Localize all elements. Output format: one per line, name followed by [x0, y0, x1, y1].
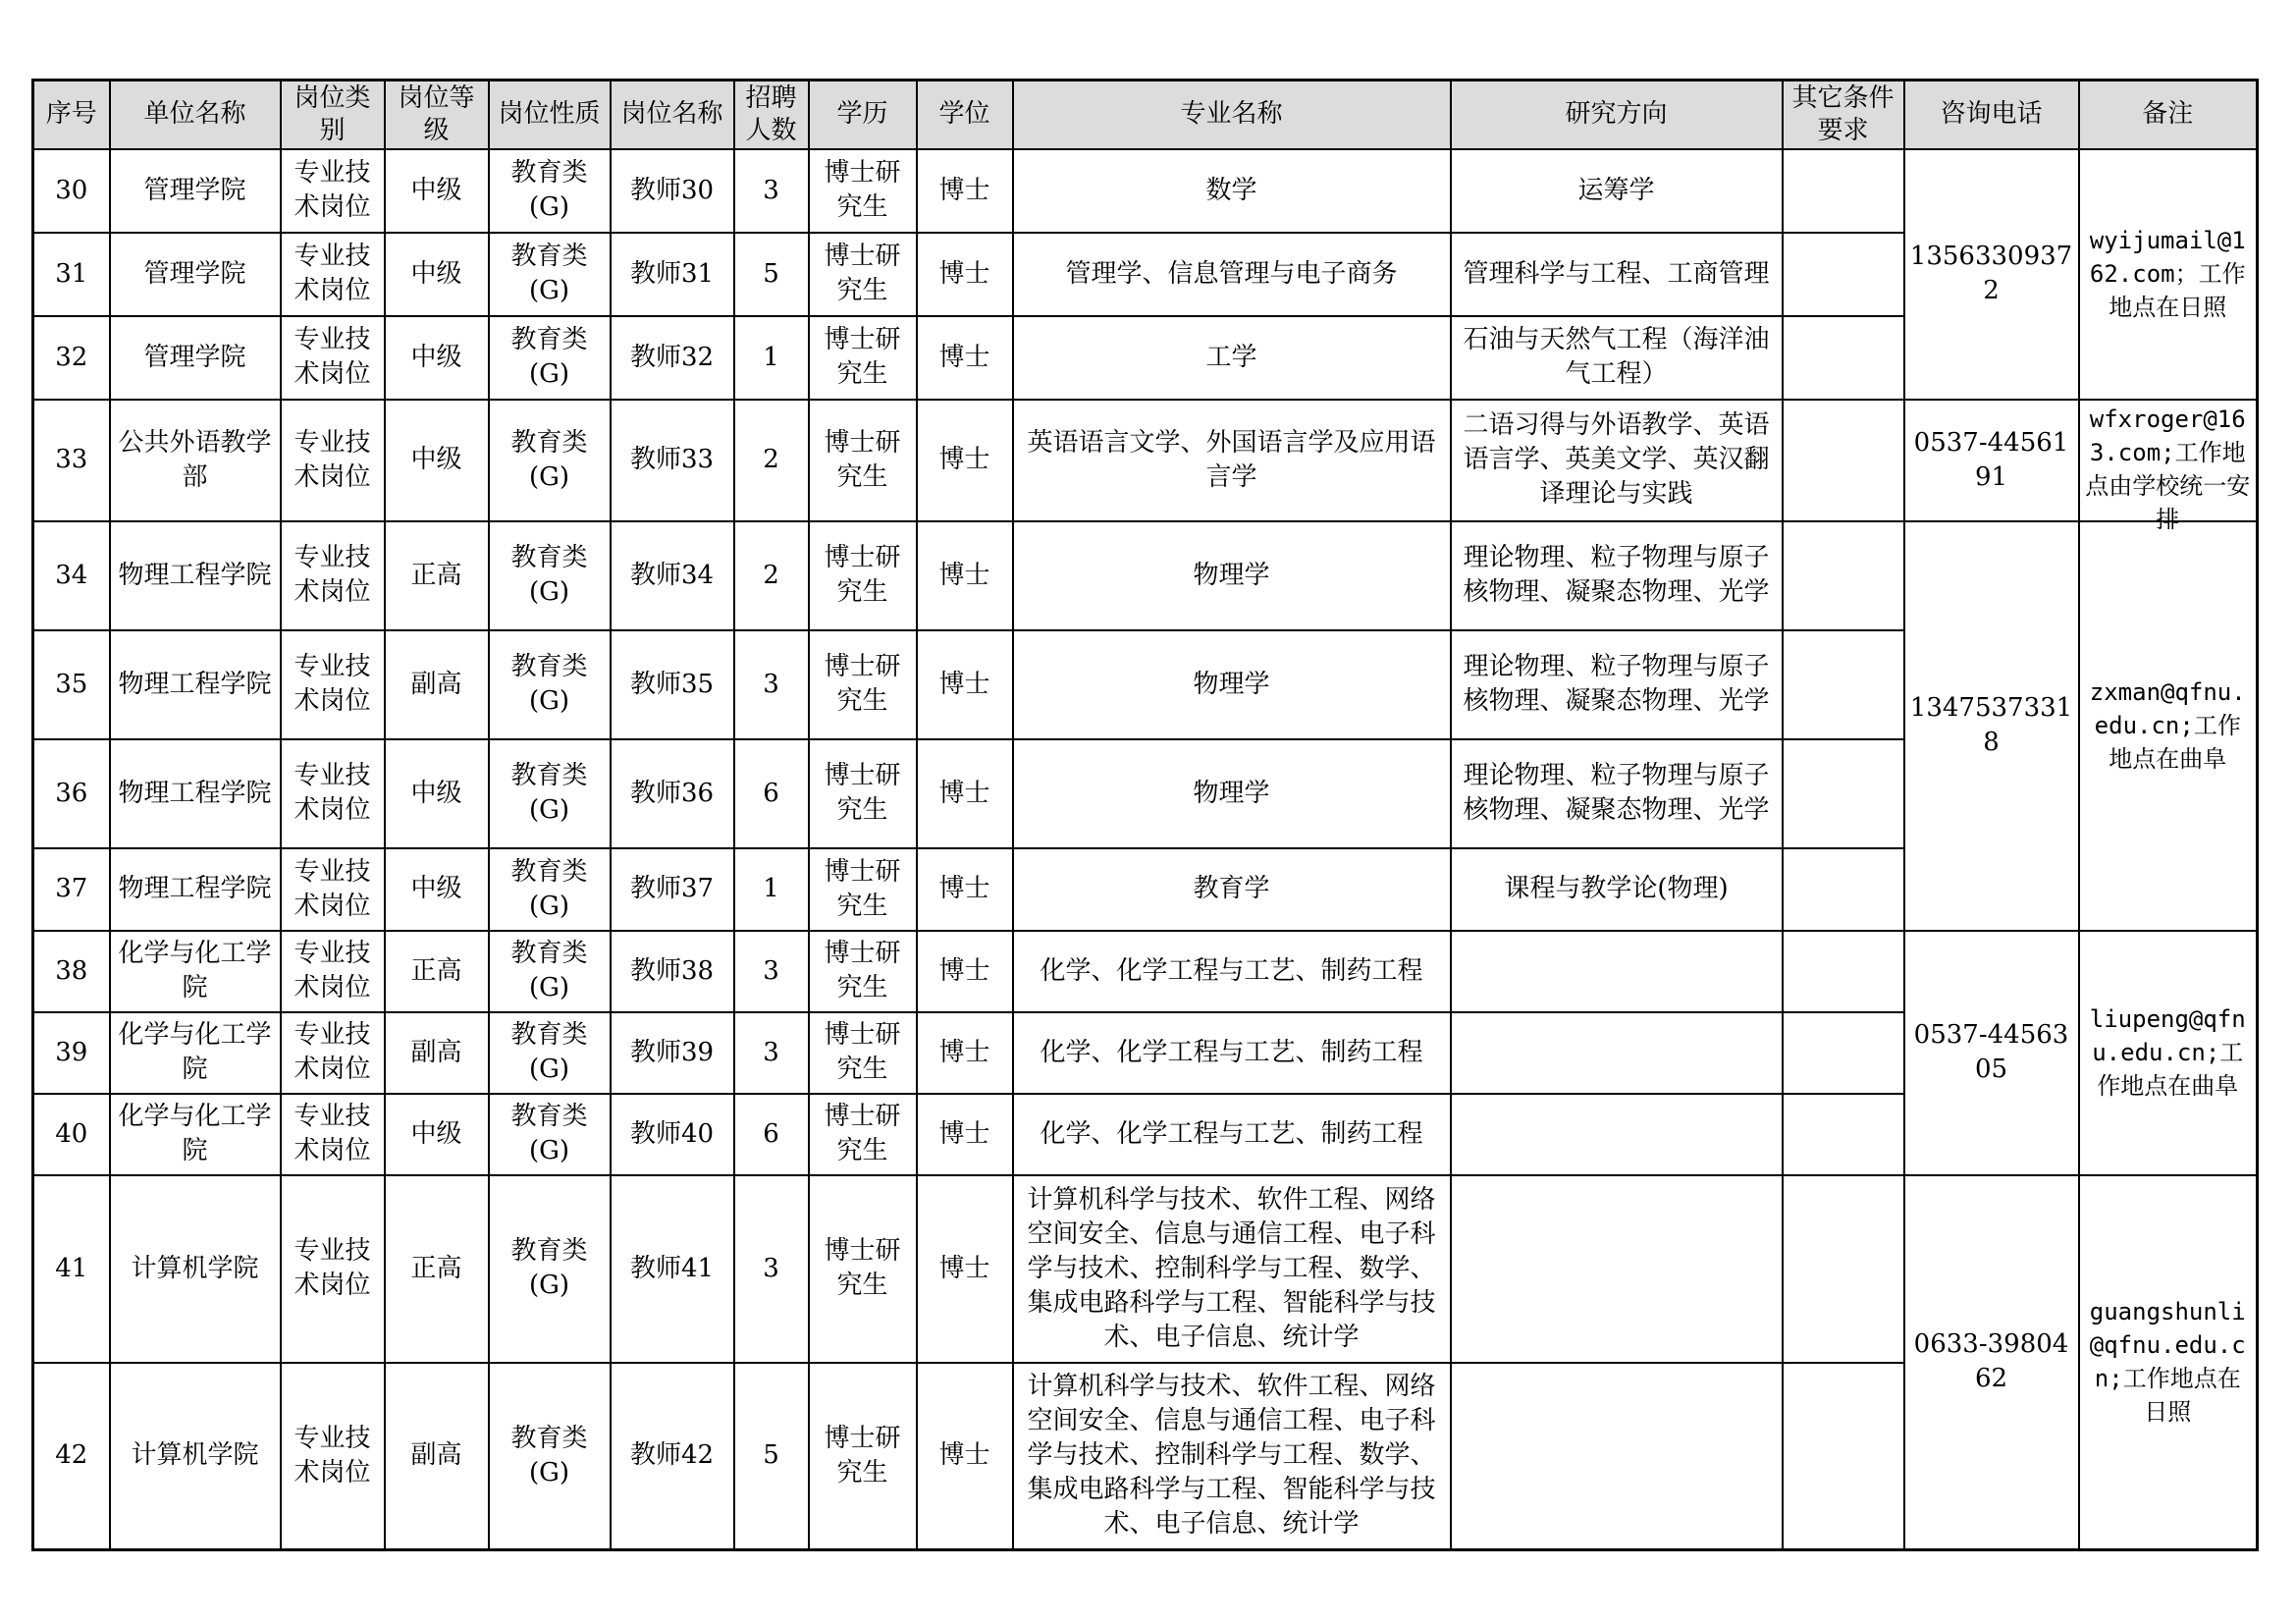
cell-level: 正高 [385, 931, 489, 1012]
cell-other [1783, 233, 1904, 316]
header-post: 岗位名称 [611, 81, 734, 149]
cell-phone: 13475373318 [1904, 521, 2079, 931]
table-row [33, 400, 2258, 521]
cell-nature: 教育类(G) [489, 848, 611, 931]
cell-education: 博士研究生 [809, 316, 917, 400]
cell-unit: 化学与化工学院 [110, 931, 281, 1012]
cell-level: 正高 [385, 1175, 489, 1363]
cell-level: 副高 [385, 1012, 489, 1094]
cell-no: 32 [33, 316, 110, 400]
cell-other [1783, 931, 1904, 1012]
header-unit: 单位名称 [110, 81, 281, 149]
cell-unit: 物理工程学院 [110, 739, 281, 848]
cell-major: 管理学、信息管理与电子商务 [1013, 233, 1451, 316]
cell-unit: 公共外语教学部 [110, 400, 281, 521]
cell-count: 2 [734, 521, 809, 630]
cell-phone: 13563309372 [1904, 149, 2079, 400]
cell-level: 中级 [385, 1094, 489, 1175]
cell-post: 教师33 [611, 400, 734, 521]
cell-direction: 课程与教学论(物理) [1451, 848, 1783, 931]
cell-count: 5 [734, 1363, 809, 1550]
cell-post: 教师42 [611, 1363, 734, 1550]
cell-degree: 博士 [917, 931, 1013, 1012]
cell-post: 教师37 [611, 848, 734, 931]
cell-education: 博士研究生 [809, 1012, 917, 1094]
cell-degree: 博士 [917, 1175, 1013, 1363]
cell-nature: 教育类(G) [489, 400, 611, 521]
cell-count: 2 [734, 400, 809, 521]
cell-other [1783, 1363, 1904, 1550]
header-degree: 学位 [917, 81, 1013, 149]
cell-unit: 化学与化工学院 [110, 1094, 281, 1175]
note-text: wfxroger@163.com;工作地点由学校统一安排 [2085, 405, 2251, 533]
table-row [33, 1175, 2258, 1363]
cell-post: 教师34 [611, 521, 734, 630]
header-direction: 研究方向 [1451, 81, 1783, 149]
cell-nature: 教育类(G) [489, 739, 611, 848]
cell-category: 专业技术岗位 [281, 400, 385, 521]
cell-level: 中级 [385, 400, 489, 521]
cell-degree: 博士 [917, 316, 1013, 400]
cell-no: 36 [33, 739, 110, 848]
cell-unit: 计算机学院 [110, 1363, 281, 1550]
cell-level: 副高 [385, 630, 489, 739]
cell-education: 博士研究生 [809, 1175, 917, 1363]
cell-other [1783, 149, 1904, 233]
cell-category: 专业技术岗位 [281, 1094, 385, 1175]
cell-degree: 博士 [917, 233, 1013, 316]
header-note: 备注 [2079, 81, 2258, 149]
cell-other [1783, 1175, 1904, 1363]
cell-level: 正高 [385, 521, 489, 630]
cell-nature: 教育类(G) [489, 149, 611, 233]
cell-education: 博士研究生 [809, 233, 917, 316]
cell-post: 教师36 [611, 739, 734, 848]
cell-nature: 教育类(G) [489, 1094, 611, 1175]
cell-count: 1 [734, 848, 809, 931]
cell-direction: 管理科学与工程、工商管理 [1451, 233, 1783, 316]
cell-category: 专业技术岗位 [281, 233, 385, 316]
cell-direction: 石油与天然气工程（海洋油气工程） [1451, 316, 1783, 400]
cell-no: 42 [33, 1363, 110, 1550]
cell-major: 化学、化学工程与工艺、制药工程 [1013, 931, 1451, 1012]
cell-category: 专业技术岗位 [281, 1175, 385, 1363]
cell-note [2079, 400, 2258, 533]
cell-direction [1451, 1363, 1783, 1550]
cell-nature: 教育类(G) [489, 233, 611, 316]
cell-major: 计算机科学与技术、软件工程、网络空间安全、信息与通信工程、电子科学与技术、控制科学与工程、数学、集成电路科学与工程、智能科学与技术、电子信息、统计学 [1013, 1175, 1451, 1363]
header-phone: 咨询电话 [1904, 81, 2079, 149]
cell-degree: 博士 [917, 149, 1013, 233]
cell-other [1783, 739, 1904, 848]
cell-major: 物理学 [1013, 739, 1451, 848]
header-category: 岗位类别 [281, 81, 385, 149]
cell-nature: 教育类(G) [489, 1175, 611, 1363]
cell-other [1783, 400, 1904, 521]
cell-degree: 博士 [917, 1012, 1013, 1094]
recruitment-table [31, 79, 2259, 1551]
cell-no: 38 [33, 931, 110, 1012]
cell-major: 计算机科学与技术、软件工程、网络空间安全、信息与通信工程、电子科学与技术、控制科学与工程、数学、集成电路科学与工程、智能科学与技术、电子信息、统计学 [1013, 1363, 1451, 1550]
cell-level: 中级 [385, 233, 489, 316]
cell-no: 31 [33, 233, 110, 316]
cell-level: 副高 [385, 1363, 489, 1550]
cell-post: 教师41 [611, 1175, 734, 1363]
cell-category: 专业技术岗位 [281, 630, 385, 739]
cell-direction [1451, 1094, 1783, 1175]
header-major: 专业名称 [1013, 81, 1451, 149]
cell-no: 41 [33, 1175, 110, 1363]
cell-nature: 教育类(G) [489, 1363, 611, 1550]
cell-category: 专业技术岗位 [281, 1012, 385, 1094]
cell-note: zxman@qfnu.edu.cn;工作地点在曲阜 [2079, 521, 2258, 931]
header-education: 学历 [809, 81, 917, 149]
header-nature: 岗位性质 [489, 81, 611, 149]
cell-other [1783, 521, 1904, 630]
cell-education: 博士研究生 [809, 848, 917, 931]
cell-unit: 物理工程学院 [110, 630, 281, 739]
cell-post: 教师32 [611, 316, 734, 400]
cell-major: 工学 [1013, 316, 1451, 400]
cell-direction: 理论物理、粒子物理与原子核物理、凝聚态物理、光学 [1451, 630, 1783, 739]
cell-direction: 理论物理、粒子物理与原子核物理、凝聚态物理、光学 [1451, 739, 1783, 848]
cell-level: 中级 [385, 848, 489, 931]
cell-nature: 教育类(G) [489, 1012, 611, 1094]
cell-major: 英语语言文学、外国语言学及应用语言学 [1013, 400, 1451, 521]
cell-no: 34 [33, 521, 110, 630]
cell-nature: 教育类(G) [489, 316, 611, 400]
cell-major: 化学、化学工程与工艺、制药工程 [1013, 1094, 1451, 1175]
cell-major: 物理学 [1013, 630, 1451, 739]
cell-post: 教师38 [611, 931, 734, 1012]
cell-other [1783, 1094, 1904, 1175]
cell-direction: 二语习得与外语教学、英语语言学、英美文学、英汉翻译理论与实践 [1451, 400, 1783, 521]
cell-unit: 化学与化工学院 [110, 1012, 281, 1094]
header-no: 序号 [33, 81, 110, 149]
cell-major: 化学、化学工程与工艺、制药工程 [1013, 1012, 1451, 1094]
cell-other [1783, 316, 1904, 400]
cell-direction: 理论物理、粒子物理与原子核物理、凝聚态物理、光学 [1451, 521, 1783, 630]
table-row [33, 931, 2258, 1012]
cell-count: 3 [734, 1012, 809, 1094]
table-row [33, 149, 2258, 233]
header-count: 招聘人数 [734, 81, 809, 149]
cell-note: wyijumail@162.com；工作地点在日照 [2079, 149, 2258, 400]
cell-major: 教育学 [1013, 848, 1451, 931]
cell-education: 博士研究生 [809, 521, 917, 630]
table-row [33, 521, 2258, 630]
cell-note: guangshunli@qfnu.edu.cn;工作地点在日照 [2079, 1175, 2258, 1550]
cell-unit: 管理学院 [110, 233, 281, 316]
cell-direction [1451, 1012, 1783, 1094]
cell-degree: 博士 [917, 1363, 1013, 1550]
header-level: 岗位等级 [385, 81, 489, 149]
cell-nature: 教育类(G) [489, 630, 611, 739]
header-other: 其它条件要求 [1783, 81, 1904, 149]
cell-degree: 博士 [917, 848, 1013, 931]
cell-no: 30 [33, 149, 110, 233]
cell-unit: 物理工程学院 [110, 521, 281, 630]
cell-nature: 教育类(G) [489, 931, 611, 1012]
cell-unit: 物理工程学院 [110, 848, 281, 931]
cell-phone: 0633-3980462 [1904, 1175, 2079, 1550]
cell-count: 6 [734, 739, 809, 848]
cell-no: 35 [33, 630, 110, 739]
cell-other [1783, 848, 1904, 931]
cell-count: 3 [734, 630, 809, 739]
cell-level: 中级 [385, 739, 489, 848]
cell-no: 33 [33, 400, 110, 521]
cell-direction [1451, 1175, 1783, 1363]
cell-phone: 0537-4456305 [1904, 931, 2079, 1175]
cell-post: 教师40 [611, 1094, 734, 1175]
header-row [33, 81, 2258, 149]
cell-post: 教师35 [611, 630, 734, 739]
cell-category: 专业技术岗位 [281, 149, 385, 233]
cell-no: 39 [33, 1012, 110, 1094]
cell-education: 博士研究生 [809, 630, 917, 739]
cell-education: 博士研究生 [809, 1363, 917, 1550]
cell-degree: 博士 [917, 400, 1013, 521]
cell-post: 教师30 [611, 149, 734, 233]
cell-education: 博士研究生 [809, 149, 917, 233]
cell-category: 专业技术岗位 [281, 739, 385, 848]
cell-degree: 博士 [917, 739, 1013, 848]
cell-direction: 运筹学 [1451, 149, 1783, 233]
cell-count: 5 [734, 233, 809, 316]
cell-degree: 博士 [917, 1094, 1013, 1175]
cell-note: liupeng@qfnu.edu.cn;工作地点在曲阜 [2079, 931, 2258, 1175]
cell-phone: 0537-4456191 [1904, 400, 2079, 521]
cell-direction [1451, 931, 1783, 1012]
cell-category: 专业技术岗位 [281, 848, 385, 931]
cell-post: 教师31 [611, 233, 734, 316]
cell-level: 中级 [385, 316, 489, 400]
cell-count: 3 [734, 149, 809, 233]
cell-no: 37 [33, 848, 110, 931]
cell-nature: 教育类(G) [489, 521, 611, 630]
cell-level: 中级 [385, 149, 489, 233]
cell-category: 专业技术岗位 [281, 931, 385, 1012]
cell-education: 博士研究生 [809, 1094, 917, 1175]
cell-category: 专业技术岗位 [281, 316, 385, 400]
cell-unit: 管理学院 [110, 316, 281, 400]
cell-count: 3 [734, 931, 809, 1012]
cell-degree: 博士 [917, 521, 1013, 630]
cell-unit: 计算机学院 [110, 1175, 281, 1363]
cell-education: 博士研究生 [809, 931, 917, 1012]
cell-education: 博士研究生 [809, 739, 917, 848]
cell-other [1783, 630, 1904, 739]
cell-category: 专业技术岗位 [281, 521, 385, 630]
cell-degree: 博士 [917, 630, 1013, 739]
cell-education: 博士研究生 [809, 400, 917, 521]
cell-category: 专业技术岗位 [281, 1363, 385, 1550]
cell-major: 物理学 [1013, 521, 1451, 630]
cell-post: 教师39 [611, 1012, 734, 1094]
cell-count: 6 [734, 1094, 809, 1175]
cell-unit: 管理学院 [110, 149, 281, 233]
cell-count: 1 [734, 316, 809, 400]
cell-count: 3 [734, 1175, 809, 1363]
cell-no: 40 [33, 1094, 110, 1175]
cell-other [1783, 1012, 1904, 1094]
cell-major: 数学 [1013, 149, 1451, 233]
